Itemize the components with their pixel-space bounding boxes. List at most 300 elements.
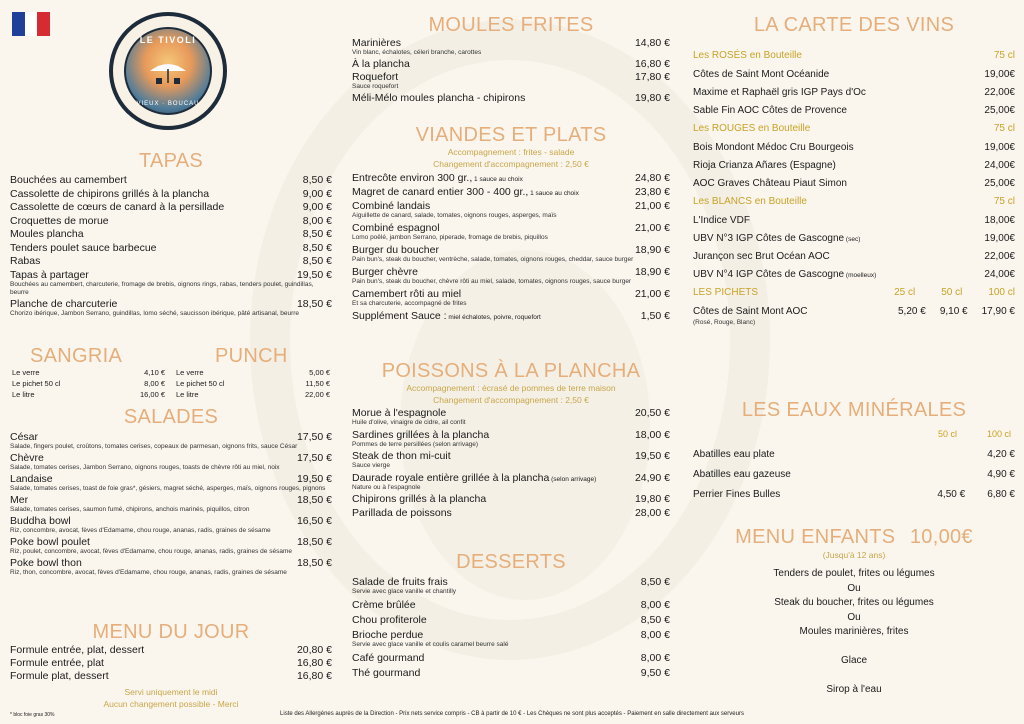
menu-item-name: Marinières	[352, 37, 402, 49]
drink-price: 22,00 €	[304, 390, 330, 399]
menu-item-row	[10, 298, 332, 310]
wine-row	[693, 215, 1015, 226]
wine-price: 22,00€	[984, 251, 1015, 262]
menu-item-name: Formule entrée, plat	[10, 657, 104, 669]
kids-line: Tenders de poulet, frites ou légumes	[773, 568, 935, 579]
water-prices	[965, 469, 1015, 480]
menu-item-price: 8,00 €	[302, 214, 332, 227]
moules-title: MOULES FRITES	[428, 14, 594, 36]
menu-item	[10, 473, 332, 493]
drink-row	[12, 367, 165, 378]
menu-item-price: 1,50 €	[640, 310, 670, 322]
wine-name: Maxime et Raphaël gris IGP Pays d'Oc	[693, 87, 866, 98]
drink-price: 11,50 €	[305, 379, 330, 388]
menu-item-name: Brioche perdue	[352, 629, 424, 641]
menu-item-row	[352, 222, 670, 234]
sangria-title: SANGRIA	[30, 345, 123, 367]
menu-item	[352, 288, 670, 308]
menu-item-desc: Aiguillette de canard, salade, tomates, oignons rouges, asperges, maïs	[352, 212, 557, 219]
menu-item-name: Burger du boucher	[352, 244, 439, 256]
menu-item	[352, 58, 670, 70]
menu-item	[10, 174, 332, 186]
menu-item-row	[352, 310, 670, 322]
menu-item-price: 8,50 €	[302, 228, 332, 240]
pichet-price: 17,90 €	[981, 306, 1015, 317]
drink-row	[176, 367, 330, 378]
pichet-size: 50 cl	[941, 287, 963, 298]
drink-name: Le litre	[176, 390, 199, 399]
menu-item-row	[352, 186, 670, 198]
wine-price: 19,00€	[984, 233, 1015, 244]
menu-item-name: Camembert rôti au miel	[352, 288, 462, 300]
drink-name: Le verre	[12, 368, 40, 377]
wine-price: 24,00€	[984, 269, 1015, 280]
menu-item-price: 8,00 €	[640, 652, 670, 664]
menu-item	[352, 629, 670, 649]
menu-item	[10, 494, 332, 514]
viandes-note2: Changement d'accompagnement : 2,50 €	[433, 159, 589, 169]
menu-item	[352, 172, 670, 184]
menu-item-row	[352, 599, 670, 611]
wine-group-title: Les ROSÉS en Bouteille	[693, 50, 802, 61]
wine-price: 19,00€	[984, 142, 1015, 153]
drink-price: 8,00 €	[144, 379, 165, 388]
viandes-list	[352, 172, 670, 324]
menu-item-name: Formule entrée, plat, dessert	[10, 644, 145, 656]
menu-item-name: Cassolette de chipirons grillés à la plancha	[10, 187, 210, 200]
menu-item-name: Roquefort	[352, 71, 399, 83]
pichets-header	[693, 287, 1015, 298]
menu-item-name: Café gourmand	[352, 652, 425, 664]
pichet-size: 100 cl	[988, 287, 1015, 298]
menu-item-price: 16,80 €	[296, 657, 332, 669]
menu-item-name: Magret de canard entier 300 - 400 gr., 1 sauce au choix	[352, 186, 579, 198]
pichet-name: Côtes de Saint Mont AOC	[693, 306, 808, 317]
menu-item-row	[10, 174, 332, 186]
menu-item-row	[352, 92, 670, 104]
menu-item-price: 21,00 €	[634, 288, 670, 300]
menu-item-row	[10, 269, 332, 281]
menu-item	[352, 429, 670, 449]
menu-item-price: 28,00 €	[634, 506, 670, 519]
menu-item-name: À la plancha	[352, 58, 410, 70]
wine-name: L'Indice VDF	[693, 215, 750, 226]
drink-price: 16,00 €	[139, 390, 165, 399]
wine-name: Bois Mondont Médoc Cru Bourgeois	[693, 142, 854, 153]
desserts-title: DESSERTS	[456, 551, 566, 573]
wine-row	[693, 233, 1015, 244]
menu-item	[352, 576, 670, 596]
menu-item	[10, 242, 332, 254]
pichet-size: 25 cl	[894, 287, 916, 298]
menu-item-extra: 1 sauce au choix	[472, 176, 523, 183]
menu-item-name: Morue à l'espagnole	[352, 407, 447, 419]
enfants-title: MENU ENFANTS	[735, 526, 896, 548]
menu-item	[10, 452, 332, 472]
menu-item-desc: Pommes de terre persillées (selon arrivage)	[352, 440, 479, 448]
menu-item-name: Sardines grillées à la plancha	[352, 428, 490, 441]
menu-item-name: Moules plancha	[10, 228, 84, 240]
menu-item-desc: Salade, tomates cerises, saumon fumé, chipirons, anchois marinés, piquillos, citron	[10, 506, 250, 513]
menu-item	[352, 493, 670, 505]
menu-item-price: 9,00 €	[302, 201, 332, 213]
menu-item-desc: Sauce roquefort	[352, 83, 399, 90]
menu-item-row	[10, 657, 332, 669]
menu-item-name: Chipirons grillés à la plancha	[352, 493, 487, 505]
menu-item-price: 19,50 €	[296, 473, 332, 485]
menu-item-row	[352, 71, 670, 83]
menu-item-row	[10, 255, 332, 267]
menu-item-row	[352, 629, 670, 641]
menu-item	[352, 222, 670, 242]
menu-item-name: Tapas à partager	[10, 268, 89, 281]
kids-line: Ou	[847, 582, 861, 594]
menu-item-price: 8,50 €	[302, 174, 332, 186]
wine-name: Côtes de Saint Mont Océanide	[693, 69, 830, 80]
menu-item-price: 8,50 €	[302, 255, 332, 267]
menu-item	[10, 269, 332, 297]
tapas-title: TAPAS	[138, 150, 204, 172]
pichet-prices	[898, 306, 1015, 317]
menu-item	[352, 92, 670, 104]
menu-item-desc: Sauce vierge	[352, 462, 390, 469]
menu-item-price: 18,90 €	[634, 266, 670, 278]
menu-item	[352, 652, 670, 664]
menu-item	[352, 200, 670, 220]
menu-item-price: 21,00 €	[634, 222, 670, 234]
wine-row	[693, 142, 1015, 153]
menu-item	[352, 37, 670, 57]
menu-jour-note2: Aucun changement possible - Merci	[103, 699, 239, 709]
menu-item-price: 9,00 €	[302, 187, 332, 200]
french-flag-icon	[12, 12, 50, 36]
menu-item-name: Buddha bowl	[10, 515, 71, 527]
wine-row	[693, 69, 1015, 80]
menu-item-extra: 1 sauce au choix	[528, 190, 579, 197]
pichets-title: LES PICHETS	[693, 287, 759, 298]
menu-item-row	[10, 201, 332, 213]
drink-name: Le verre	[176, 368, 204, 377]
menu-item-price: 19,50 €	[634, 450, 670, 462]
wine-row	[693, 87, 1015, 98]
water-price-50: 4,50 €	[937, 489, 966, 500]
menu-item-price: 8,50 €	[640, 576, 670, 588]
menu-item-desc: Servie avec glace vanille et chantilly	[352, 588, 457, 595]
menu-item-name: Parillada de poissons	[352, 506, 452, 519]
pichet-row	[693, 306, 1015, 317]
menu-item-name: Chou profiterole	[352, 614, 427, 626]
menu-item-name: Supplément Sauce : miel échalotes, poivre, roquefort	[352, 310, 541, 322]
menu-item-desc: Pain bun's, steak du boucher, ventrèche, salade, tomates, oignons rouges, cheddar, sauce burger	[352, 256, 634, 263]
wine-group-title: Les ROUGES en Bouteille	[693, 123, 811, 134]
kids-line	[693, 669, 1015, 684]
menu-item-price: 9,50 €	[640, 667, 670, 679]
menu-item-name: Cassolette de cœurs de canard à la persillade	[10, 201, 225, 213]
menu-item-desc: Salade, tomates cerises, toast de foie gras*, gésiers, magret séché, asperges, maïs, oignons rouges, pignons	[10, 485, 326, 492]
menu-item	[352, 407, 670, 427]
menu-item-row	[352, 200, 670, 212]
vins-title: LA CARTE DES VINS	[753, 14, 955, 36]
menu-item-desc: Vin blanc, échalotes, céleri branche, carottes	[352, 49, 482, 56]
menu-item-row	[352, 614, 670, 626]
wine-price: 25,00€	[984, 105, 1015, 116]
wine-price: 22,00€	[984, 87, 1015, 98]
wine-group-title: Les BLANCS en Bouteille	[693, 196, 807, 207]
menu-item-row	[352, 652, 670, 664]
menu-item-price: 8,50 €	[640, 614, 670, 626]
menu-item-row	[10, 431, 332, 443]
menu-item-price: 16,80 €	[634, 58, 670, 70]
menu-item	[10, 215, 332, 227]
menu-item	[10, 557, 332, 577]
menu-item-price: 17,80 €	[634, 71, 670, 83]
vins-list	[693, 50, 1015, 327]
logo-top-text: LE TIVOLI	[139, 35, 197, 45]
poissons-list	[352, 407, 670, 520]
menu-item-row	[352, 429, 670, 441]
kids-line: Ou	[847, 611, 861, 623]
menu-item	[352, 266, 670, 286]
water-price-100: 4,20 €	[987, 449, 1015, 460]
menu-item-extra: (selon arrivage)	[549, 475, 597, 483]
wine-name: Jurançon sec Brut Océan AOC	[693, 251, 830, 262]
menu-item-row	[10, 670, 332, 682]
wine-row	[693, 269, 1015, 280]
menu-item-row	[352, 407, 670, 419]
menu-item-desc: Riz, concombre, avocat, fèves d'Edamame, chou rouge, ananas, radis, graines de sésame	[10, 527, 271, 534]
menu-item-row	[352, 58, 670, 70]
drink-name: Le litre	[12, 390, 35, 399]
menu-item	[352, 244, 670, 264]
menu-item-name: Croquettes de morue	[10, 214, 109, 227]
menu-item-row	[352, 244, 670, 256]
menu-item-desc: Riz, thon, concombre, avocat, fèves d'Edamame, chou rouge, ananas, radis, graines de sésame	[10, 569, 287, 576]
menu-item-price: 20,80 €	[296, 644, 332, 656]
eaux-title: LES EAUX MINÉRALES	[741, 399, 967, 421]
menu-item	[352, 614, 670, 626]
menu-item-row	[10, 536, 332, 548]
menu-item-row	[352, 507, 670, 519]
drink-price: 4,10 €	[144, 368, 165, 377]
menu-item-name: Salade de fruits frais	[352, 576, 448, 588]
wine-price: 19,00€	[984, 69, 1015, 80]
menu-item-name: Chèvre	[10, 452, 44, 464]
restaurant-logo	[109, 12, 227, 130]
footer: Liste des Allergènes auprès de la Direction - Prix nets service compris - CB à partir de 10 € - Les Chèques ne sont plus acceptés - Paiement en salle directement aux serveurs	[280, 711, 744, 717]
menu-item-desc: Salade, tomates cerises, Jambon Serrano, oignons rouges, toasts de chèvre rôti au miel, noix	[10, 464, 280, 471]
menu-item-name: Rabas	[10, 255, 41, 267]
water-price-100: 6,80 €	[987, 489, 1015, 500]
menu-jour-title: MENU DU JOUR	[92, 621, 250, 643]
menu-item-row	[352, 172, 670, 184]
menu-item-desc: Pain bun's, steak du boucher, chèvre rôti au miel, salade, tomates, oignons rouges, sauce burger	[352, 278, 632, 285]
menu-item-desc: Lomo poêlé, jambon Serrano, piperade, fromage de brebis, piquillos	[352, 234, 548, 241]
menu-item-price: 24,90 €	[634, 471, 670, 484]
menu-item-desc: Et sa charcuterie, accompagné de frites	[352, 300, 467, 307]
menu-item-row	[352, 288, 670, 300]
menu-item-price: 20,50 €	[634, 407, 670, 419]
menu-jour-list	[10, 644, 332, 683]
wine-group-size: 75 cl	[993, 50, 1015, 61]
water-prices	[965, 449, 1015, 460]
menu-item-row	[352, 266, 670, 278]
water-prices	[937, 489, 1015, 500]
menu-jour-note1: Servi uniquement le midi	[124, 687, 218, 697]
menu-item-row	[10, 188, 332, 200]
menu-item-desc: Nature ou à l'espagnole	[352, 483, 421, 491]
salades-list	[10, 431, 332, 578]
menu-item-name: Tenders poulet sauce barbecue	[10, 241, 157, 254]
eaux-size-header	[693, 429, 1015, 439]
menu-item-price: 18,50 €	[296, 557, 332, 569]
menu-item-price: 8,00 €	[640, 629, 670, 641]
menu-item	[352, 310, 670, 322]
poissons-title: POISSONS À LA PLANCHA	[381, 360, 641, 382]
menu-item-price: 17,50 €	[296, 431, 332, 443]
enfants-sub: (Jusqu'à 12 ans)	[822, 550, 886, 560]
drink-row	[176, 389, 330, 400]
menu-item-row	[10, 215, 332, 227]
menu-item-row	[10, 515, 332, 527]
tapas-list	[10, 174, 332, 320]
wine-extra: (moelleux)	[844, 272, 877, 279]
viandes-title: VIANDES ET PLATS	[415, 124, 607, 146]
menu-item-price: 16,50 €	[296, 515, 332, 527]
wine-name: Sable Fin AOC Côtes de Provence	[693, 105, 847, 116]
menu-item-name: Bouchées au camembert	[10, 174, 127, 186]
menu-item	[352, 667, 670, 679]
menu-item-desc: Servie avec glace vanille et coulis caramel beurre salé	[352, 641, 509, 648]
menu-item-price: 8,50 €	[302, 241, 332, 254]
viandes-note1: Accompagnement : frites - salade	[447, 147, 575, 157]
menu-item-row	[352, 37, 670, 49]
menu-item	[10, 431, 332, 451]
menu-item-price: 18,50 €	[296, 536, 332, 548]
menu-item	[10, 228, 332, 240]
menu-item-name: Steak de thon mi-cuit	[352, 450, 451, 462]
menu-item-price: 18,90 €	[634, 244, 670, 256]
menu-item-name: Poke bowl thon	[10, 557, 82, 569]
menu-item-name: Burger chèvre	[352, 266, 418, 278]
eaux-size-100: 100 cl	[986, 429, 1011, 439]
enfants-list	[693, 567, 1015, 698]
menu-item-name: Formule plat, dessert	[10, 670, 109, 682]
eaux-list	[693, 449, 1015, 509]
kids-line: Glace	[840, 655, 868, 666]
pichets-sizes	[894, 287, 1015, 298]
menu-item-desc: Huile d'olive, vinaigre de cidre, ail confit	[352, 419, 466, 426]
poissons-note1: Accompagnement : écrasé de pommes de terre maison	[406, 383, 616, 393]
menu-item	[352, 599, 670, 611]
drink-row	[12, 378, 165, 389]
menu-item	[352, 472, 670, 492]
menu-item	[10, 536, 332, 556]
menu-item-price: 19,50 €	[296, 268, 332, 281]
menu-item-desc: Riz, poulet, concombre, avocat, fèves d'Edamame, chou rouge, ananas, radis, graines de sésame	[10, 548, 292, 555]
punch-title: PUNCH	[215, 345, 288, 367]
kids-line: Sirop à l'eau	[826, 684, 882, 695]
menu-item-row	[352, 667, 670, 679]
enfants-title-row	[693, 526, 1015, 549]
sangria-list	[12, 367, 165, 400]
menu-item	[352, 186, 670, 198]
drink-row	[176, 378, 330, 389]
menu-item	[10, 255, 332, 267]
menu-item-price: 18,50 €	[296, 298, 332, 310]
menu-item-price: 19,80 €	[634, 493, 670, 505]
menu-item-price: 18,00 €	[634, 428, 670, 441]
menu-item-desc: Bouchées au camembert, charcuterie, fromage de brebis, oignons rings, rabas, tenders poulet, guindillas, beurre	[10, 280, 314, 296]
menu-item-extra: miel échalotes, poivre, roquefort	[446, 314, 541, 321]
menu-item-row	[10, 228, 332, 240]
menu-item	[10, 515, 332, 535]
punch-list	[176, 367, 330, 400]
menu-item-name: Planche de charcuterie	[10, 298, 118, 310]
pichet-desc: (Rosé, Rouge, Blanc)	[693, 319, 756, 326]
water-price-100: 4,90 €	[987, 469, 1015, 480]
wine-name: UBV N°3 IGP Côtes de Gascogne (sec)	[693, 233, 861, 244]
water-row	[693, 469, 1015, 480]
footnote: * bloc foie gras 30%	[10, 712, 55, 718]
wine-row	[693, 105, 1015, 116]
menu-item-price: 23,80 €	[634, 186, 670, 198]
menu-item-name: Méli-Mélo moules plancha - chipirons	[352, 92, 526, 104]
menu-item-row	[352, 493, 670, 505]
menu-item	[10, 644, 332, 656]
moules-list	[352, 37, 670, 105]
menu-item-price: 14,80 €	[634, 37, 670, 49]
menu-item-row	[352, 472, 670, 484]
menu-item-name: Daurade royale entière grillée à la plancha (selon arrivage)	[352, 471, 597, 484]
pichet-price: 9,10 €	[939, 306, 968, 317]
menu-item-row	[352, 576, 670, 588]
menu-item-row	[10, 644, 332, 656]
wine-group-header	[693, 123, 1015, 134]
menu-item-desc: Chorizo ibérique, Jambon Serrano, guindillas, lomo séché, saucisson ibérique, pâté artisanal, beurre	[10, 310, 300, 317]
water-row	[693, 489, 1015, 500]
logo-bottom-text: VIEUX · BOUCAU	[136, 101, 200, 107]
umbrella-icon	[148, 61, 188, 85]
menu-item	[10, 188, 332, 200]
menu-item-row	[10, 452, 332, 464]
wine-price: 24,00€	[984, 160, 1015, 171]
menu-item-name: Mer	[10, 494, 29, 506]
menu-item	[352, 507, 670, 519]
drink-name: Le pichet 50 cl	[176, 379, 225, 388]
menu-item-name: Poke bowl poulet	[10, 536, 90, 548]
kids-line: Steak du boucher, frites ou légumes	[774, 597, 934, 608]
menu-item	[10, 670, 332, 682]
wine-extra: (sec)	[844, 236, 861, 243]
menu-item	[352, 71, 670, 91]
water-name: Perrier Fines Bulles	[693, 489, 781, 500]
wine-row	[693, 160, 1015, 171]
menu-item-row	[10, 557, 332, 569]
eaux-size-50: 50 cl	[937, 429, 957, 439]
water-row	[693, 449, 1015, 460]
drink-name: Le pichet 50 cl	[12, 379, 61, 388]
water-name: Abatilles eau gazeuse	[693, 469, 791, 480]
menu-item-price: 18,50 €	[296, 494, 332, 506]
kids-line: Moules marinières, frites	[799, 626, 909, 637]
pichet-price: 5,20 €	[898, 306, 926, 317]
salades-title: SALADES	[123, 406, 219, 428]
menu-item-row	[352, 450, 670, 462]
menu-item-name: Crème brûlée	[352, 599, 416, 611]
water-name: Abatilles eau plate	[693, 449, 775, 460]
kids-line	[693, 640, 1015, 655]
menu-item-name: Entrecôte environ 300 gr., 1 sauce au choix	[352, 172, 523, 184]
